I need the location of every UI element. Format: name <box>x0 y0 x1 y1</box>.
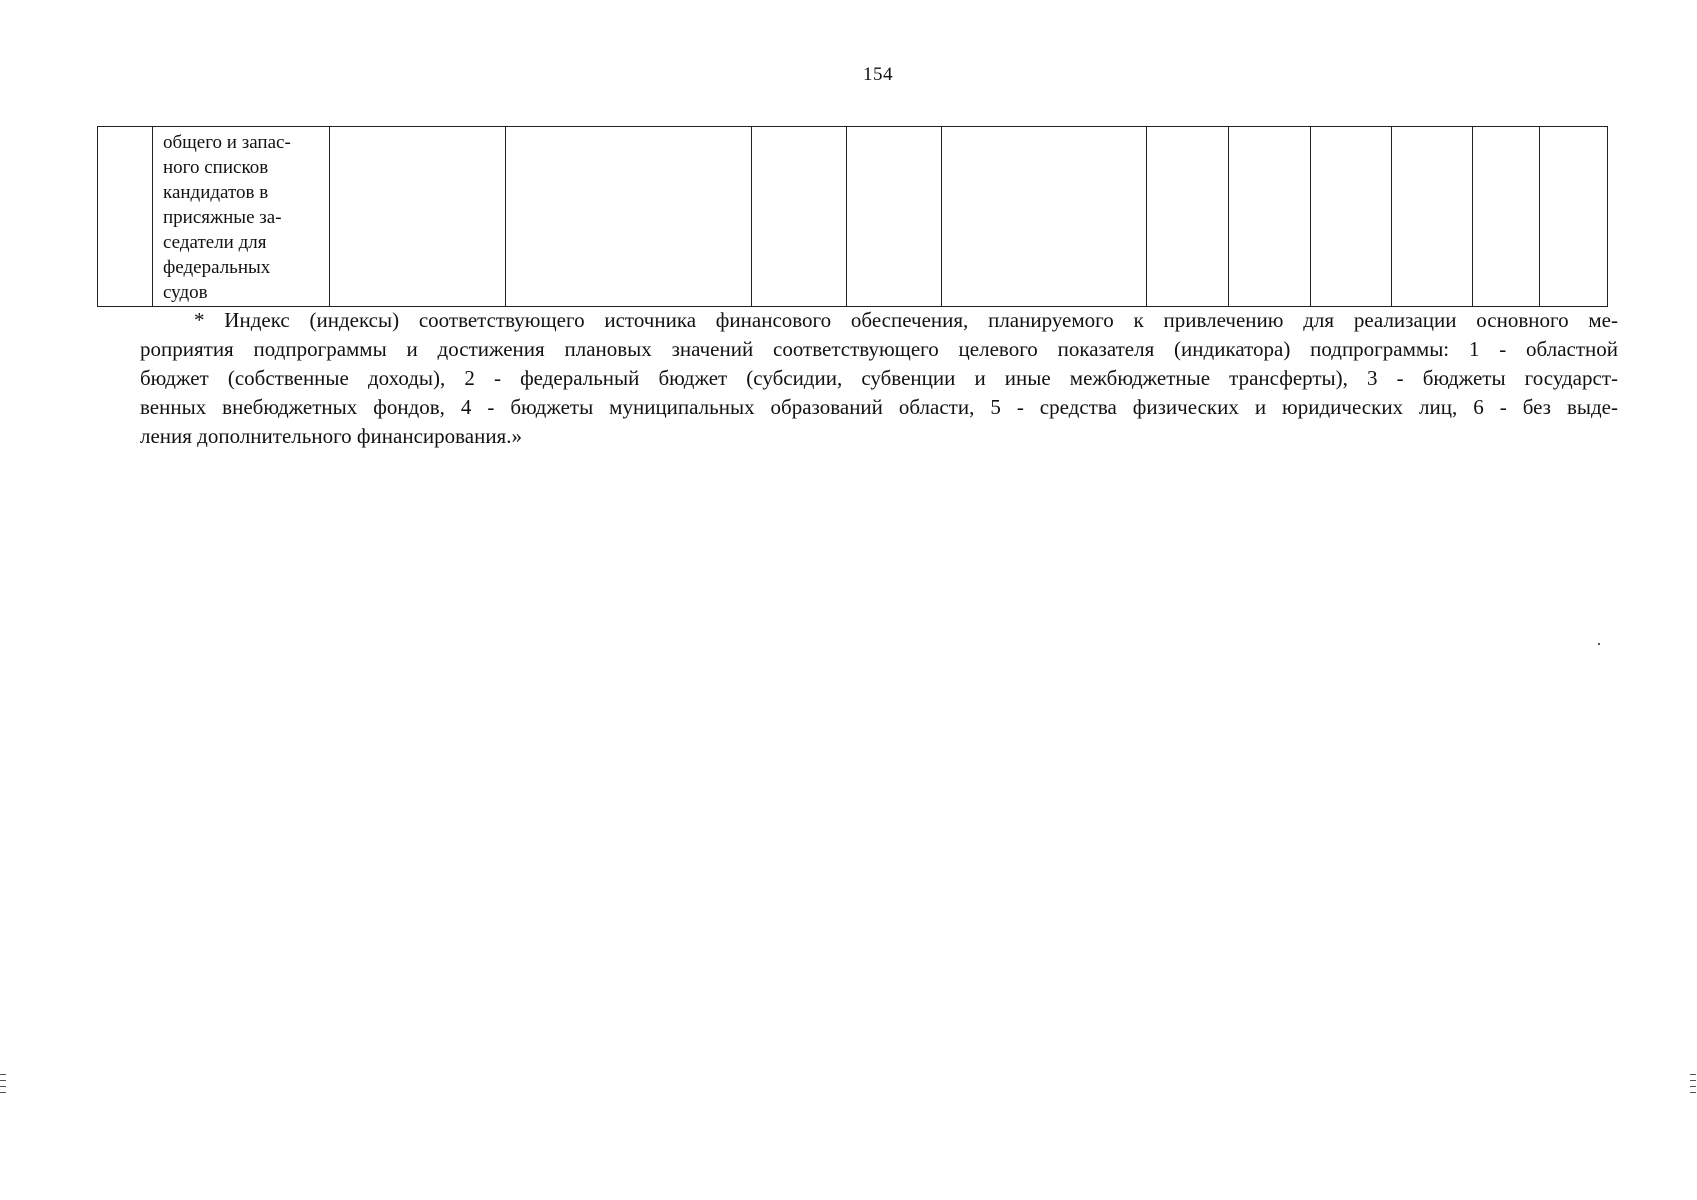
scan-speck <box>0 1086 6 1087</box>
scan-speck <box>0 1092 6 1093</box>
footnote-line: роприятия подпрограммы и достижения плановых значений соответствующего целевого показателя (индикатора) подпрограммы: 1 - областной <box>140 337 1618 361</box>
table-cell-empty <box>1540 127 1608 307</box>
scan-speck <box>0 1080 6 1081</box>
table-cell-empty <box>752 127 847 307</box>
table-cell-empty <box>1392 127 1473 307</box>
table-cell-empty <box>847 127 942 307</box>
table-cell-empty <box>1229 127 1311 307</box>
table-row <box>98 127 1608 307</box>
scan-speck <box>1690 1086 1696 1087</box>
table-cell-empty <box>1311 127 1392 307</box>
cell-text-line: ного списков <box>163 157 269 178</box>
cell-text-line: кандидатов в <box>163 182 269 203</box>
table-cell-empty <box>506 127 752 307</box>
footnote-line: ления дополнительного финансирования.» <box>140 424 522 448</box>
table-cell-empty <box>1147 127 1229 307</box>
table-cell-empty <box>942 127 1147 307</box>
scan-speck <box>1690 1092 1696 1093</box>
scan-speck <box>1690 1080 1696 1081</box>
footnote-line: бюджет (собственные доходы), 2 - федеральный бюджет (субсидии, субвенции и иные межбюджетные трансферты), 3 - бюджеты государст- <box>140 366 1618 390</box>
cell-text-line: судов <box>163 282 208 303</box>
table-cell-name <box>153 127 330 307</box>
footnote-line: * Индекс (индексы) соответствующего источника финансового обеспечения, планируемого к привлечению для реализации основного ме- <box>194 308 1618 332</box>
cell-text-line: общего и запас- <box>163 132 291 153</box>
cell-text-line: присяжные за- <box>163 207 282 228</box>
scan-speck <box>1598 643 1600 645</box>
table-cell-empty <box>1473 127 1540 307</box>
footnote <box>140 306 1618 451</box>
scan-speck <box>0 1074 6 1075</box>
page-number: 154 <box>863 64 893 85</box>
table-cell-empty <box>330 127 506 307</box>
scan-speck <box>1690 1074 1696 1075</box>
footnote-line: венных внебюджетных фондов, 4 - бюджеты муниципальных образований области, 5 - средства физических и юридических лиц, 6 - без выде- <box>140 395 1618 419</box>
continued-table <box>97 126 1608 307</box>
cell-text-line: федеральных <box>163 257 271 278</box>
cell-text-line: седатели для <box>163 232 267 253</box>
table-cell-number <box>98 127 153 307</box>
